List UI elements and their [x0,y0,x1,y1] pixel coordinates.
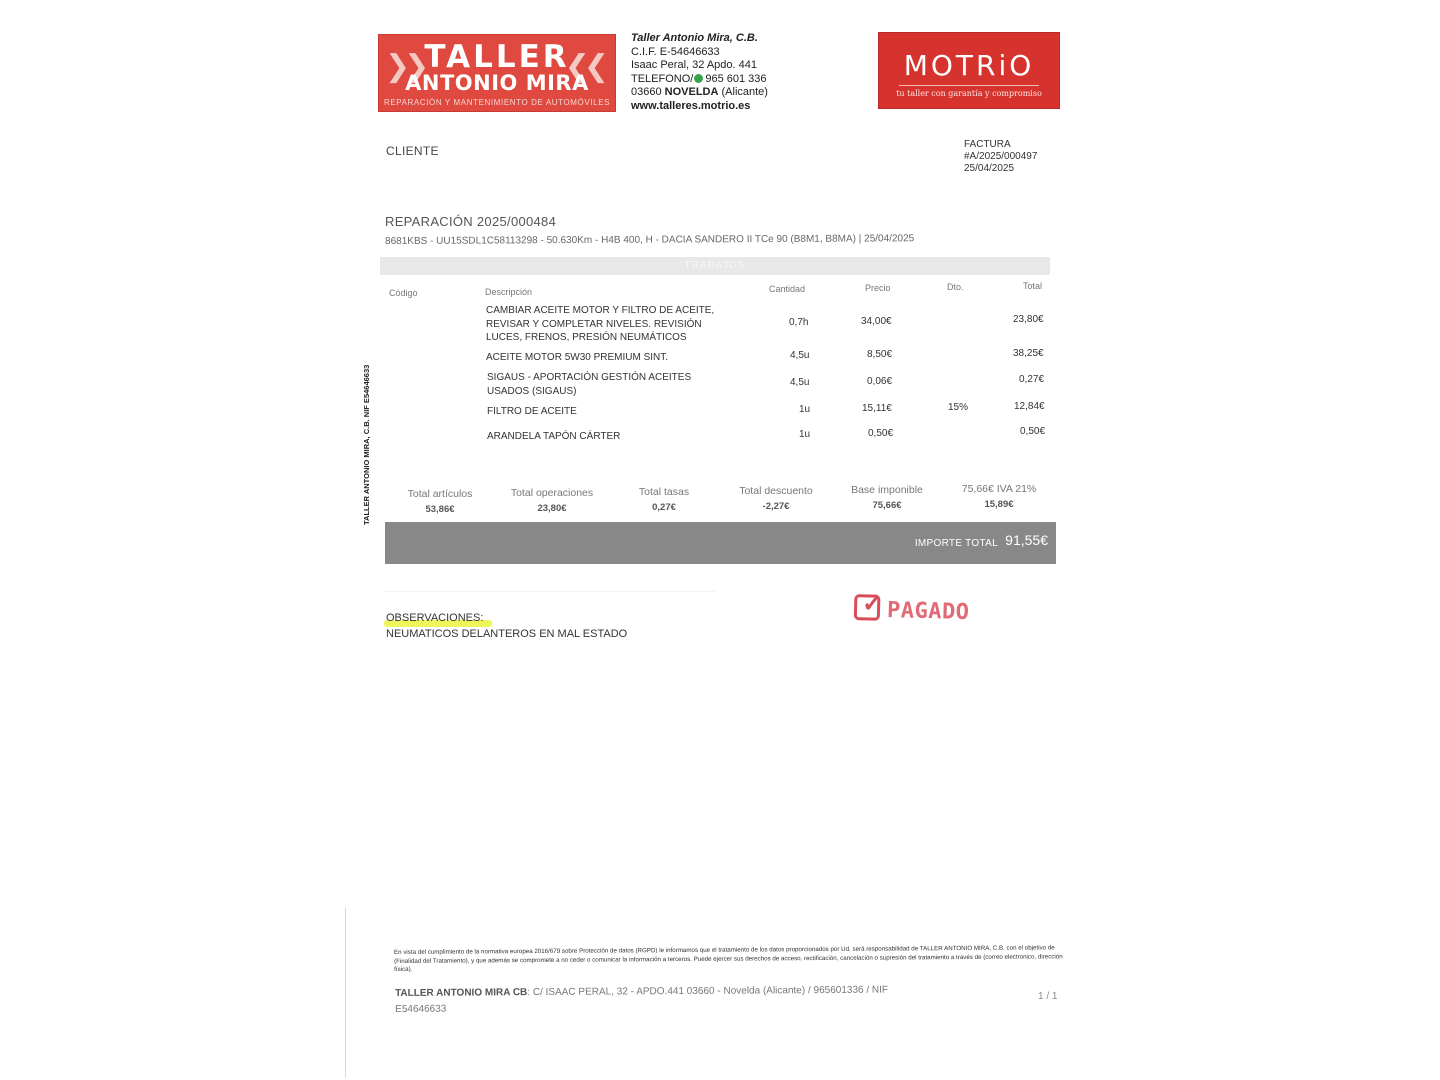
paid-stamp-text: PAGADO [886,597,970,626]
footer-company: TALLER ANTONIO MIRA CB [395,987,528,999]
invoice-date: 25/04/2025 [964,163,1015,174]
invoice-number: #A/2025/000497 [964,151,1038,162]
city: NOVELDA [664,86,719,99]
row-1-description: CAMBIAR ACEITE MOTOR Y FILTRO DE ACEITE, REVISAR Y COMPLETAR NIVELES. REVISIÓN LUCES, FRENOS, PRESIÓN NEUMÁTICOS [486,305,715,343]
vat-label: 75,66€ IVA 21% [961,483,1037,495]
row-5-price: 0,50€ [868,428,894,439]
row-3-total: 0,27€ [1019,374,1045,385]
row-5-quantity: 1u [799,429,811,440]
row-4-price: 15,11€ [862,403,892,414]
motrio-divider [899,85,1039,86]
row-4-quantity: 1u [799,404,811,415]
observations-text: NEUMATICOS DELANTEROS EN MAL ESTADO [386,628,628,640]
logo-line-1: TALLER [424,39,570,75]
faint-divider [385,591,715,592]
side-company-text: TALLER ANTONIO MIRA, C.B. NIF E54646633 [362,364,371,525]
section-banner: TRABAJOS [380,257,1050,275]
total-taxes-label: Total tasas [638,486,690,498]
grand-total-value: 91,55€ [1005,532,1048,548]
header-code: Código [389,288,418,298]
phone-number: 965 601 336 [705,72,767,85]
row-1-quantity: 0,7h [789,317,809,328]
row-1-price: 34,00€ [861,316,892,327]
tax-base-label: Base imponible [851,484,923,496]
phone-label: TELEFONO/ [631,72,694,85]
row-3-quantity: 4,5u [790,377,810,388]
footer-address-text: : C/ ISAAC PERAL, 32 - APDO.441 03660 - Novelda (Alicante) / 965601336 / NIF E54646633 [395,984,889,1015]
total-operations-value: 23,80€ [537,503,567,514]
checkmark-icon: ✓ [861,590,883,618]
company-website[interactable]: www.talleres.motrio.es [631,99,751,112]
total-discount-label: Total descuento [739,485,813,497]
row-5-total: 0,50€ [1020,426,1046,437]
chevron-right-icon: ❮❮ [564,49,603,84]
paid-stamp [854,592,1000,632]
total-taxes-value: 0,27€ [652,502,676,513]
header-description: Descripción [485,287,533,297]
total-articles-label: Total artículos [407,488,473,500]
header-price: Precio [865,283,891,293]
row-1-total: 23,80€ [1013,314,1044,325]
grand-total-label: IMPORTE TOTAL [914,538,998,549]
motrio-brand: MOTRiO [903,49,1035,82]
client-label: CLIENTE [386,144,439,158]
header-discount: Dto. [947,282,964,292]
company-city [631,86,768,100]
postal-code: 03660 [631,86,662,99]
vehicle-info: 8681KBS - UU15SDL1C58113298 - 50.630Km - H4B 400, H - DACIA SANDERO II TCe 90 (B8M1, B8MA) | 25/04/2025 [385,233,915,247]
observations-title: OBSERVACIONES: [386,612,484,624]
row-4-discount: 15% [948,402,969,413]
company-cif: C.I.F. E-54646633 [631,45,720,58]
chevron-left-icon: ❯❯ [385,49,424,84]
total-operations-label: Total operaciones [510,487,594,499]
row-3-description: SIGAUS - APORTACIÓN GESTIÓN ACEITES USADOS (SIGAUS) [487,372,692,397]
row-2-description: ACEITE MOTOR 5W30 PREMIUM SINT. [486,352,669,363]
row-4-description: FILTRO DE ACEITE [487,406,577,417]
row-4-total: 12,84€ [1014,401,1045,412]
scan-edge-line [345,908,346,1078]
total-articles-value: 53,86€ [425,504,455,515]
row-5-description: ARANDELA TAPÓN CÁRTER [487,431,621,442]
footer-address [395,982,935,1018]
legal-notice: En vista del cumplimiento de la normativa europea 2016/679 sobre Protección de datos (RGPD) le informamos que el tratamiento de los datos proporcionados por Ud. será responsabilidad de TALLER ANTONIO MIRA, C.B. con el objetivo de (Finalidad del Tratamiento), y que además se compromete a no ceder o comunicar la información a terceros. Puede ejercer sus derechos de acceso, rectificación, cancelación o supresión del tratamiento a través de (correo electronico, dirección física). [394,944,1063,974]
page-number: 1 / 1 [1038,991,1058,1002]
company-address: Isaac Peral, 32 Apdo. 441 [631,59,757,72]
repair-title: REPARACIÓN 2025/000484 [385,214,557,229]
logo-tagline: REPARACIÓN Y MANTENIMIENTO DE AUTOMÓVILES [383,98,611,107]
company-name: Taller Antonio Mira, C.B. [631,32,758,44]
invoice-label: FACTURA [964,139,1011,150]
tax-base-value: 75,66€ [872,500,902,511]
header-total: Total [1023,281,1043,291]
header-quantity: Cantidad [769,284,806,294]
taller-logo [378,34,616,112]
row-2-total: 38,25€ [1013,348,1044,359]
row-2-quantity: 4,5u [790,350,810,361]
motrio-tagline: tu taller con garantía y compromiso [896,89,1042,98]
grand-total-bar [385,522,1056,564]
row-3-price: 0,06€ [867,376,893,387]
vat-value: 15,89€ [984,499,1014,510]
row-2-price: 8,50€ [867,349,893,360]
province: (Alicante) [721,86,768,99]
company-phone [631,73,768,87]
company-info [631,32,768,114]
whatsapp-icon [694,74,703,83]
motrio-logo [878,32,1060,109]
total-discount-value: -2,27€ [762,501,790,512]
logo-line-2: ANTONIO MIRA [405,71,589,95]
invoice-info [964,139,1037,175]
